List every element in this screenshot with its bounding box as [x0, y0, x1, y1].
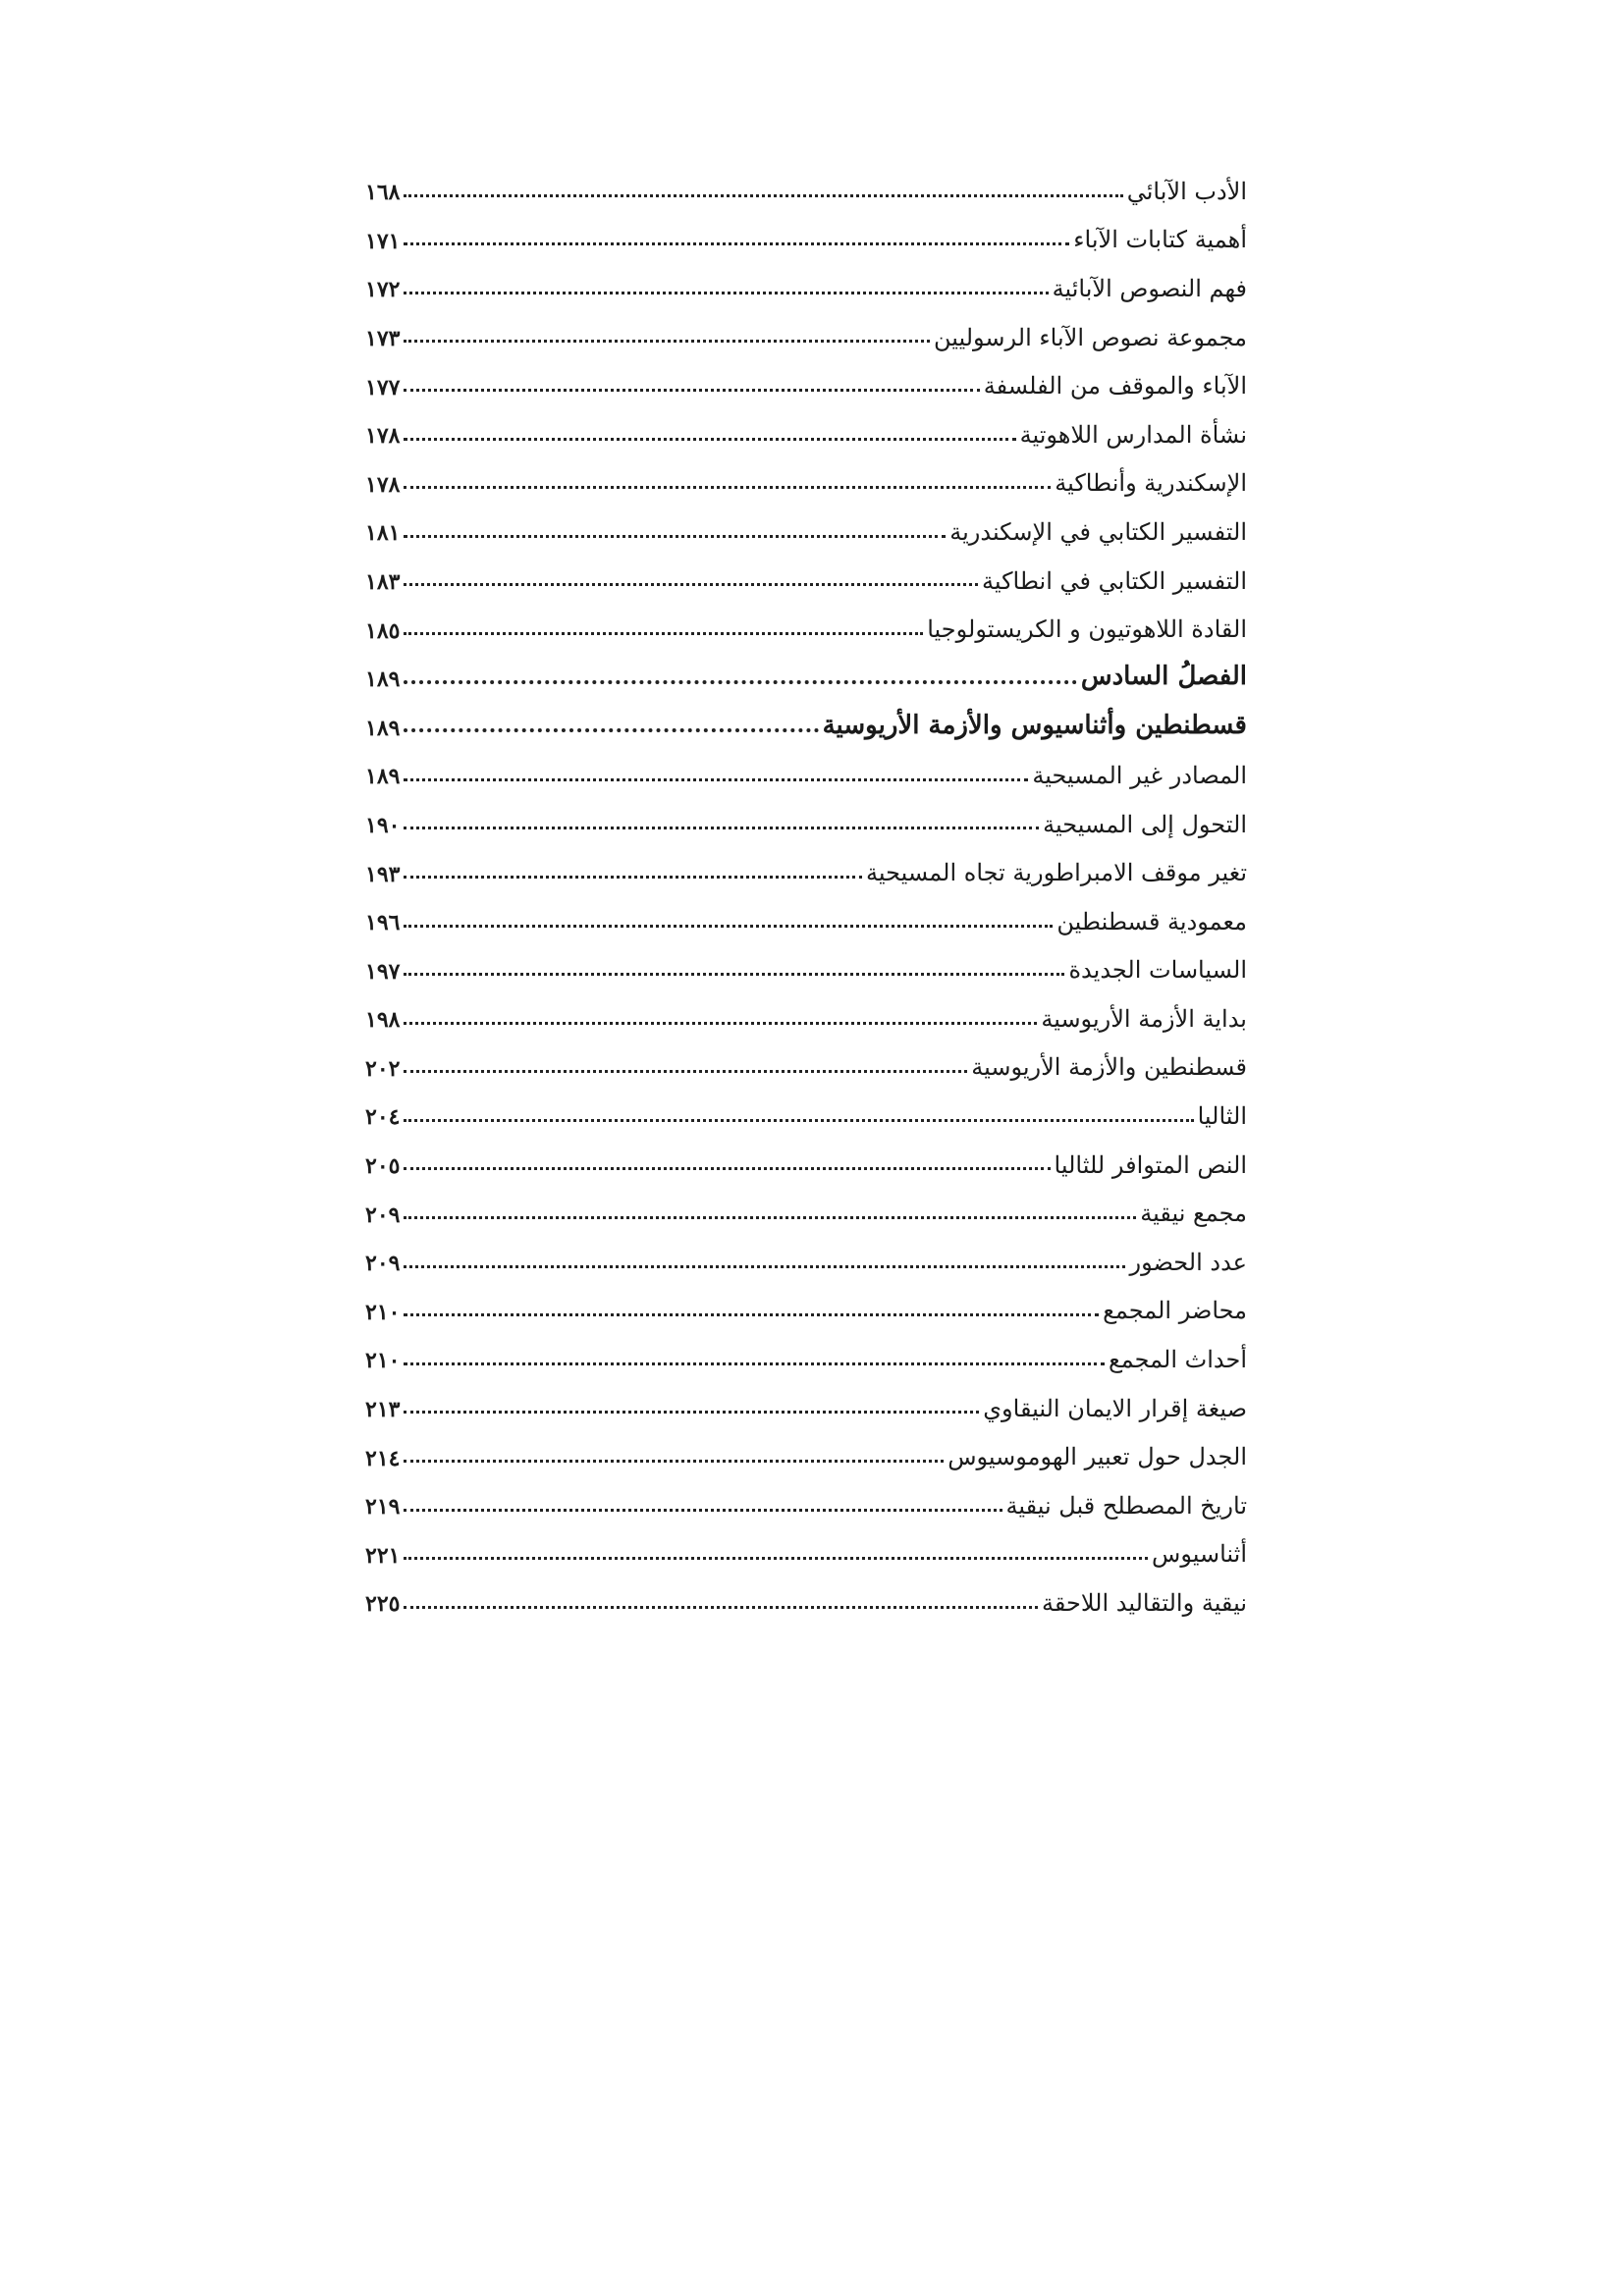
toc-entry-title: المصادر غير المسيحية	[1032, 761, 1247, 789]
toc-entry-title: محاضر المجمع	[1103, 1297, 1247, 1325]
toc-page-number: ١٨١	[365, 520, 401, 547]
toc-entry-row	[365, 794, 1247, 843]
toc-entry-row	[365, 551, 1247, 600]
toc-entry-row	[365, 891, 1247, 940]
toc-entry-row	[365, 1183, 1247, 1232]
toc-entry-row	[365, 1281, 1247, 1330]
toc-entry-row	[365, 258, 1247, 307]
dot-leader	[404, 973, 1064, 976]
toc-entry-title: قسطنطين وأثناسيوس والأزمة الأريوسية	[822, 710, 1247, 740]
toc-page-number: ١٧٧	[365, 374, 401, 400]
toc-page-number: ١٧١	[365, 228, 401, 254]
dot-leader	[404, 486, 1051, 489]
dot-leader	[404, 1460, 944, 1463]
toc-page-number: ٢١٩	[365, 1494, 401, 1521]
toc-page-number: ١٩٧	[365, 958, 401, 985]
toc-page-number: ٢٠٤	[365, 1104, 401, 1131]
toc-entry-title: التفسير الكتابي في انطاكية	[982, 566, 1247, 595]
toc-page-number: ٢١٠	[365, 1299, 401, 1325]
toc-entry-title: تاريخ المصطلح قبل نيقية	[1005, 1491, 1247, 1520]
toc-page-number: ١٧٣	[365, 325, 401, 351]
toc-entry-title: الآباء والموقف من الفلسفة	[983, 372, 1247, 400]
toc-entry-row	[365, 1329, 1247, 1378]
dot-leader	[404, 778, 1028, 781]
toc-entry-title: أهمية كتابات الآباء	[1073, 226, 1247, 254]
dot-leader	[404, 1411, 979, 1414]
toc-entry-row	[365, 1232, 1247, 1281]
dot-leader	[404, 632, 923, 635]
dot-leader	[404, 1022, 1037, 1025]
toc-entry-title: الفصلُ السادس	[1080, 662, 1247, 692]
dot-leader	[404, 925, 1053, 928]
toc-page-number: ٢٢٥	[365, 1591, 401, 1618]
toc-entry-title: مجمع نيقية	[1140, 1200, 1247, 1228]
toc-entry-title: أحداث المجمع	[1109, 1346, 1247, 1374]
dot-leader	[404, 1119, 1193, 1122]
toc-entry-title: النص المتوافر للثاليا	[1054, 1150, 1247, 1179]
toc-page-number: ١٧٢	[365, 277, 401, 303]
toc-page-number: ٢١٤	[365, 1445, 401, 1471]
dot-leader	[404, 340, 930, 343]
toc-entry-title: تغير موقف الامبراطورية تجاه المسيحية	[866, 859, 1247, 887]
toc-page-number: ١٩٨	[365, 1007, 401, 1034]
toc-entry-row	[365, 1573, 1247, 1622]
toc-entry-row	[365, 454, 1247, 503]
toc-page-number: ٢٠٩	[365, 1201, 401, 1228]
dot-leader	[404, 728, 818, 732]
toc-entry-row	[365, 988, 1247, 1038]
toc-page-number: ١٩٣	[365, 861, 401, 887]
dot-leader	[404, 1509, 1001, 1512]
toc-entry-row	[365, 1524, 1247, 1574]
toc-heading-row	[365, 648, 1247, 697]
toc-entry-title: مجموعة نصوص الآباء الرسوليين	[933, 323, 1247, 351]
toc-entry-title: نشأة المدارس اللاهوتية	[1019, 420, 1247, 449]
toc-heading-row	[365, 697, 1247, 746]
toc-entry-row	[365, 599, 1247, 648]
dot-leader	[404, 1606, 1038, 1609]
toc-page-number: ١٨٩	[365, 764, 401, 790]
dot-leader	[404, 438, 1015, 441]
dot-leader	[404, 242, 1069, 245]
toc-entry-row	[365, 307, 1247, 356]
toc-entry-row	[365, 1135, 1247, 1184]
toc-page-number: ٢٠٩	[365, 1251, 401, 1277]
toc-entry-title: القادة اللاهوتيون و الكريستولوجيا	[927, 615, 1247, 644]
toc-entry-title: نيقية والتقاليد اللاحقة	[1042, 1589, 1247, 1618]
toc-page-number: ٢٠٢	[365, 1055, 401, 1082]
toc-page-number: ١٨٩	[365, 667, 401, 693]
toc-entry-row	[365, 210, 1247, 259]
toc-entry-row	[365, 161, 1247, 210]
dot-leader	[404, 876, 862, 879]
toc-entry-row	[365, 1086, 1247, 1135]
table-of-contents	[365, 161, 1247, 1622]
dot-leader	[404, 1557, 1148, 1560]
toc-entry-row	[365, 842, 1247, 891]
toc-page-number: ١٧٨	[365, 471, 401, 498]
dot-leader	[404, 583, 978, 586]
dot-leader	[404, 1216, 1136, 1219]
dot-leader	[404, 194, 1122, 197]
toc-entry-title: أثناسيوس	[1152, 1540, 1247, 1569]
dot-leader	[404, 389, 979, 392]
toc-entry-row	[365, 502, 1247, 551]
toc-entry-title: الإسكندرية وأنطاكية	[1055, 469, 1247, 498]
toc-entry-title: عدد الحضور	[1129, 1248, 1247, 1276]
toc-entry-title: الأدب الآبائي	[1126, 177, 1247, 205]
toc-entry-title: صيغة إقرار الايمان النيقاوي	[983, 1394, 1247, 1422]
toc-page-number: ٢١٣	[365, 1397, 401, 1423]
toc-entry-row	[365, 1426, 1247, 1475]
toc-page-number: ١٩٠	[365, 812, 401, 838]
toc-entry-row	[365, 355, 1247, 404]
toc-entry-title: السياسات الجديدة	[1068, 956, 1247, 985]
dot-leader	[404, 680, 1076, 684]
toc-entry-title: التفسير الكتابي في الإسكندرية	[949, 517, 1247, 546]
toc-entry-row	[365, 1038, 1247, 1087]
toc-page-number: ١٨٩	[365, 715, 401, 741]
toc-entry-row	[365, 745, 1247, 794]
dot-leader	[404, 1070, 967, 1073]
toc-entry-row	[365, 1378, 1247, 1427]
toc-page-number: ١٧٨	[365, 423, 401, 450]
dot-leader	[404, 1362, 1105, 1365]
dot-leader	[404, 1167, 1050, 1170]
toc-entry-row	[365, 940, 1247, 989]
toc-entry-title: قسطنطين والأزمة الأريوسية	[971, 1053, 1247, 1082]
toc-page-number: ١٨٣	[365, 568, 401, 595]
toc-page-number: ١٩٦	[365, 910, 401, 936]
toc-entry-title: التحول إلى المسيحية	[1043, 810, 1247, 838]
dot-leader	[404, 292, 1048, 294]
dot-leader	[404, 827, 1039, 829]
dot-leader	[404, 535, 946, 538]
toc-entry-title: الثاليا	[1197, 1102, 1247, 1131]
toc-page-number: ١٦٨	[365, 180, 401, 206]
toc-entry-row	[365, 404, 1247, 454]
toc-page-number: ٢٢١	[365, 1542, 401, 1569]
toc-entry-title: بداية الأزمة الأريوسية	[1041, 1004, 1247, 1033]
toc-page-number: ١٨٥	[365, 617, 401, 644]
dot-leader	[404, 1265, 1125, 1268]
toc-entry-title: فهم النصوص الآبائية	[1052, 274, 1247, 302]
toc-page-number: ٢٠٥	[365, 1153, 401, 1180]
toc-entry-row	[365, 1475, 1247, 1524]
toc-entry-title: معمودية قسطنطين	[1056, 907, 1247, 935]
dot-leader	[404, 1313, 1099, 1316]
toc-entry-title: الجدل حول تعبير الهوموسيوس	[947, 1443, 1247, 1471]
toc-page-number: ٢١٠	[365, 1348, 401, 1374]
